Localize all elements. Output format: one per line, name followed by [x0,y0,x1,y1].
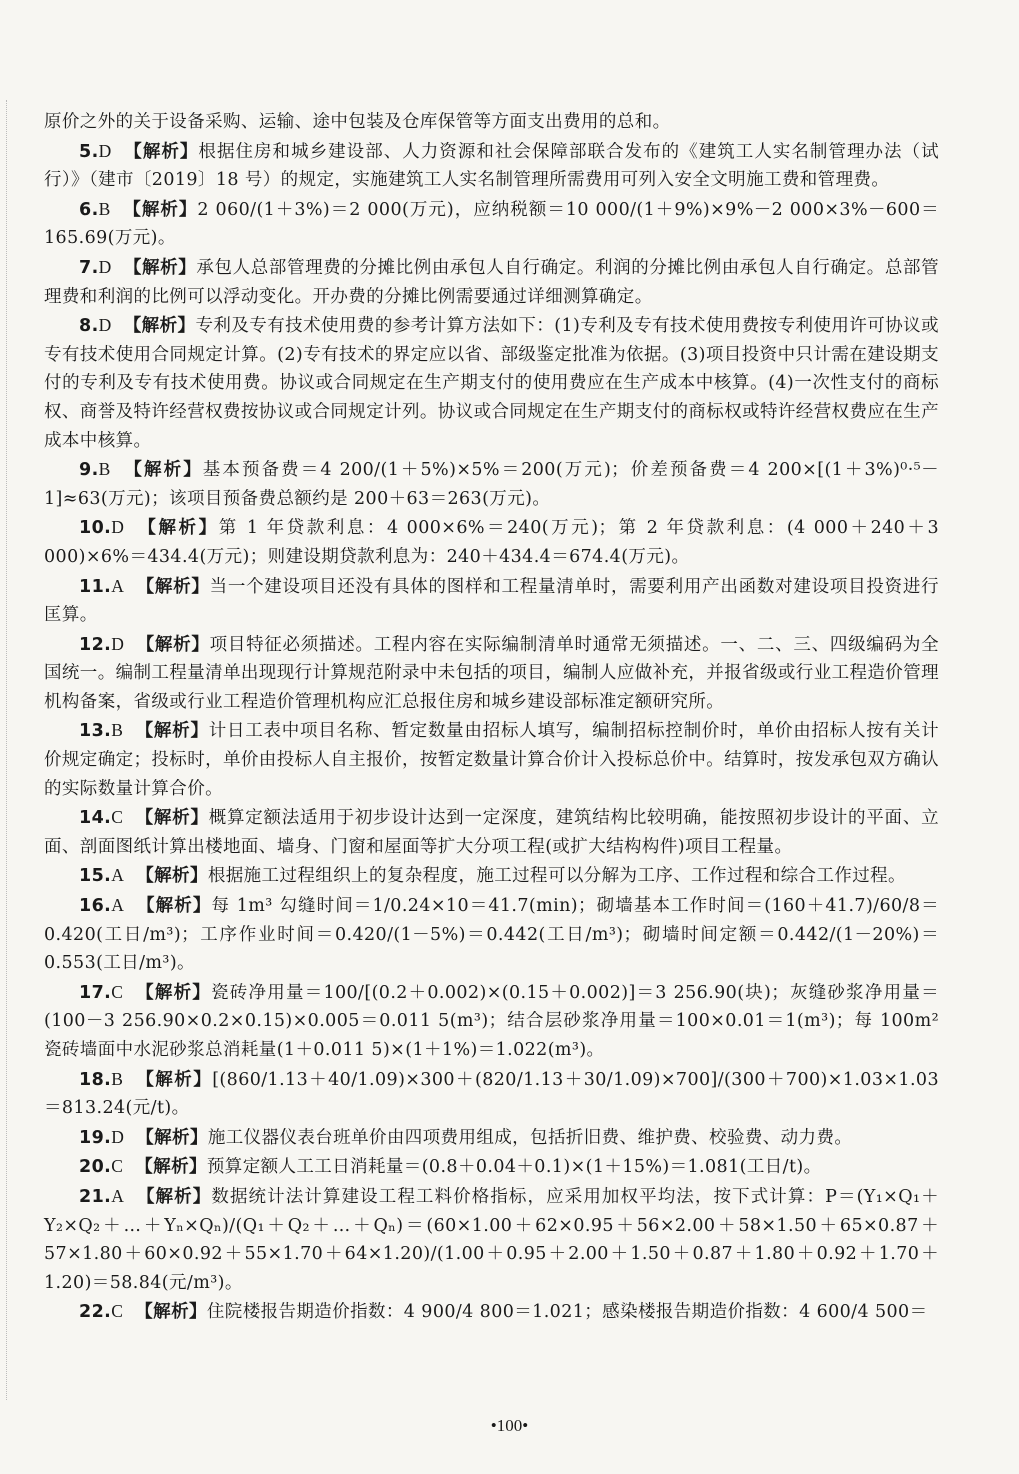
analysis-tag: 【解析】 [136,1186,212,1207]
analysis-text: 根据住房和城乡建设部、人力资源和社会保障部联合发布的《建筑工人实名制管理办法（试行）》（建市〔2019〕18 号）的规定，实施建筑工人实名制管理所需费用可列入安全文明施工费和管理费。 [44,141,939,191]
analysis-tag: 【解析】 [135,1157,207,1178]
answer-item [44,1297,939,1327]
analysis-text: 基本预备费＝4 200/(1＋5%)×5%＝200(万元)；价差预备费＝4 200×[(1＋3%)⁰·⁵－1]≈63(万元)；该项目预备费总额约是 200＋63＝263(万元)。 [44,460,939,509]
analysis-text: 项目特征必须描述。工程内容在实际编制清单时通常无须描述。一、二、三、四级编码为全国统一。编制工程量清单出现现行计算规范附录中未包括的项目，编制人应做补充，并报省级或行业工程造价管理机构备案，省级或行业工程造价管理机构应汇总报住房和城乡建设部标准定额研究所。 [44,634,939,712]
analysis-text: 施工仪器仪表台班单价由四项费用组成，包括折旧费、维护费、校验费、动力费。 [207,1127,853,1148]
question-number: 11. [79,576,112,597]
answer-letter: D [111,517,125,538]
analysis-text: 概算定额法适用于初步设计达到一定深度，建筑结构比较明确，能按照初步设计的平面、立面、剖面图纸计算出楼地面、墙身、门窗和屋面等扩大分项工程(或扩大结构构件)项目工程量。 [44,808,939,857]
analysis-text: 预算定额人工工日消耗量＝(0.8＋0.04＋0.1)×(1＋15%)＝1.081(工日/t)。 [206,1157,822,1178]
answer-letter: D [98,256,112,277]
answer-letter: C [111,1156,124,1177]
answer-item [44,1152,939,1182]
question-number: 19. [79,1127,112,1148]
question-number: 16. [79,896,112,917]
question-number: 18. [79,1069,112,1090]
analysis-tag: 【解析】 [136,518,219,539]
answer-letter: D [111,633,125,654]
analysis-tag: 【解析】 [136,896,212,917]
question-number: 20. [79,1157,112,1178]
analysis-text: 2 060/(1＋3%)＝2 000(万元)，应纳税额＝10 000/(1＋9%)×9%－2 000×3%－600＝165.69(万元)。 [44,199,940,249]
analysis-tag: 【解析】 [135,1069,213,1090]
answer-item [44,716,939,803]
analysis-text: 每 1m³ 勾缝时间＝1/0.24×10＝41.7(min)；砌墙基本工作时间＝(160＋41.7)/60/8＝0.420(工日/m³)；工序作业时间＝0.420/(1－5%)＝0.442(工日/m³)；砌墙时间定额＝0.442/(1－20%)＝0.553(工日/m³)。 [44,896,939,974]
analysis-tag: 【解析】 [136,866,208,887]
answer-letter: B [98,459,111,480]
analysis-tag: 【解析】 [122,460,203,481]
question-number: 8. [79,316,99,337]
analysis-tag: 【解析】 [135,1302,207,1323]
analysis-tag: 【解析】 [123,316,196,337]
answer-letter: A [111,1185,125,1206]
analysis-tag: 【解析】 [136,634,210,655]
answer-item [44,630,939,717]
question-number: 7. [79,257,99,278]
answer-letter: C [111,981,124,1002]
question-number: 5. [79,141,99,162]
analysis-text: [(860/1.13＋40/1.09)×300＋(820/1.13＋30/1.09)×700]/(300＋700)×1.03×1.03＝813.24(元/t)。 [44,1069,939,1119]
analysis-tag: 【解析】 [136,576,210,597]
answer-letter: B [98,198,111,219]
analysis-text: 住院楼报告期造价指数：4 900/4 800＝1.021；感染楼报告期造价指数：4 600/4 500＝ [206,1302,928,1323]
answer-letter: C [111,1301,124,1322]
analysis-text: 承包人总部管理费的分摊比例由承包人自行确定。利润的分摊比例由承包人自行确定。总部管理费和利润的比例可以浮动变化。开办费的分摊比例需要通过详细测算确定。 [44,257,939,307]
analysis-text: 计日工表中项目名称、暂定数量由招标人填写，编制招标控制价时，单价由招标人按有关计价规定确定；投标时，单价由投标人自主报价，按暂定数量计算合价计入投标总价中。结算时，按发承包双方确认的实际数量计算合价。 [44,721,939,799]
intro-text: 原价之外的关于设备采购、运输、途中包装及仓库保管等方面支出费用的总和。 [44,112,671,132]
question-number: 15. [79,866,112,887]
answer-item [44,137,939,195]
answer-item [44,195,939,253]
analysis-tag: 【解析】 [135,808,209,829]
answer-item [44,861,939,891]
answer-item [44,1065,939,1123]
answer-letter: D [98,140,112,161]
answer-item [44,978,939,1065]
answer-letter: A [111,895,125,916]
analysis-text: 专利及专有技术使用费的参考计算方法如下：(1)专利及专有技术使用费按专利使用许可协议或专有技术使用合同规定计算。(2)专有技术的界定应以省、部级鉴定批准为依据。(3)项目投资中只计需在建设期支付的专利及专有技术使用费。协议或合同规定在生产期支付的使用费应在生产成本中核算。(4)一次性支付的商标权、商誉及特许经营权费按协议或合同规定计列。协议或合同规定在生产期支付的商标权或特许经营权费应在生产成本中核算。 [44,316,939,451]
analysis-text: 第 1 年贷款利息：4 000×6%＝240(万元)；第 2 年贷款利息：(4 000＋240＋3 000)×6%＝434.4(万元)；则建设期贷款利息为：240＋434.4＝674.4(万元)。 [44,518,939,567]
binding-edge [6,100,9,1400]
answer-list [44,137,939,1327]
question-number: 22. [79,1302,112,1323]
question-number: 9. [79,460,99,481]
answer-analysis-page [44,108,939,1327]
answer-letter: C [111,807,124,828]
answer-item [44,891,939,978]
answer-item [44,572,939,630]
question-number: 17. [79,982,112,1003]
answer-letter: B [111,1068,124,1089]
answer-letter: D [98,315,112,336]
analysis-tag: 【解析】 [135,982,212,1003]
answer-letter: B [111,720,124,741]
answer-item [44,1123,939,1153]
analysis-tag: 【解析】 [123,141,199,162]
analysis-text: 根据施工过程组织上的复杂程度，施工过程可以分解为工序、工作过程和综合工作过程。 [207,866,906,887]
analysis-tag: 【解析】 [135,721,209,742]
answer-item [44,803,939,861]
answer-item [44,1182,939,1297]
answer-letter: D [111,1126,125,1147]
analysis-text: 当一个建设项目还没有具体的图样和工程量清单时，需要利用产出函数对建设项目投资进行匡算。 [44,576,939,626]
analysis-tag: 【解析】 [122,199,198,220]
analysis-tag: 【解析】 [123,257,197,278]
answer-item [44,311,939,455]
answer-letter: A [111,575,125,596]
page-number: •100• [490,1416,529,1435]
answer-letter: A [111,865,125,886]
analysis-text: 瓷砖净用量＝100/[(0.2＋0.002)×(0.15＋0.002)]＝3 256.90(块)；灰缝砂浆净用量＝(100－3 256.90×0.2×0.15)×0.005＝0.011 5(m³)；结合层砂浆净用量＝100×0.01＝1(m³)；每 100m² 瓷砖墙面中水泥砂浆总消耗量(1＋0.011 5)×(1＋1%)＝1.022(m³)。 [44,982,939,1060]
answer-item [44,455,939,513]
answer-item [44,253,939,311]
analysis-text: 数据统计法计算建设工程工料价格指标，应采用加权平均法，按下式计算：P＝(Y₁×Q₁＋Y₂×Q₂＋…＋Yₙ×Qₙ)/(Q₁＋Q₂＋…＋Qₙ)＝(60×1.00＋62×0.95＋56×2.00＋58×1.50＋65×0.87＋57×1.80＋60×0.92＋55×1.70＋64×1.20)/(1.00＋0.95＋2.00＋1.50＋0.87＋1.80＋0.92＋1.70＋1.20)＝58.84(元/m³)。 [44,1186,939,1293]
question-number: 13. [79,721,112,742]
answer-item [44,513,939,571]
question-number: 12. [79,634,112,655]
question-number: 6. [79,199,99,220]
question-number: 21. [79,1186,112,1207]
question-number: 10. [79,518,112,539]
analysis-tag: 【解析】 [136,1127,208,1148]
question-number: 14. [79,808,112,829]
